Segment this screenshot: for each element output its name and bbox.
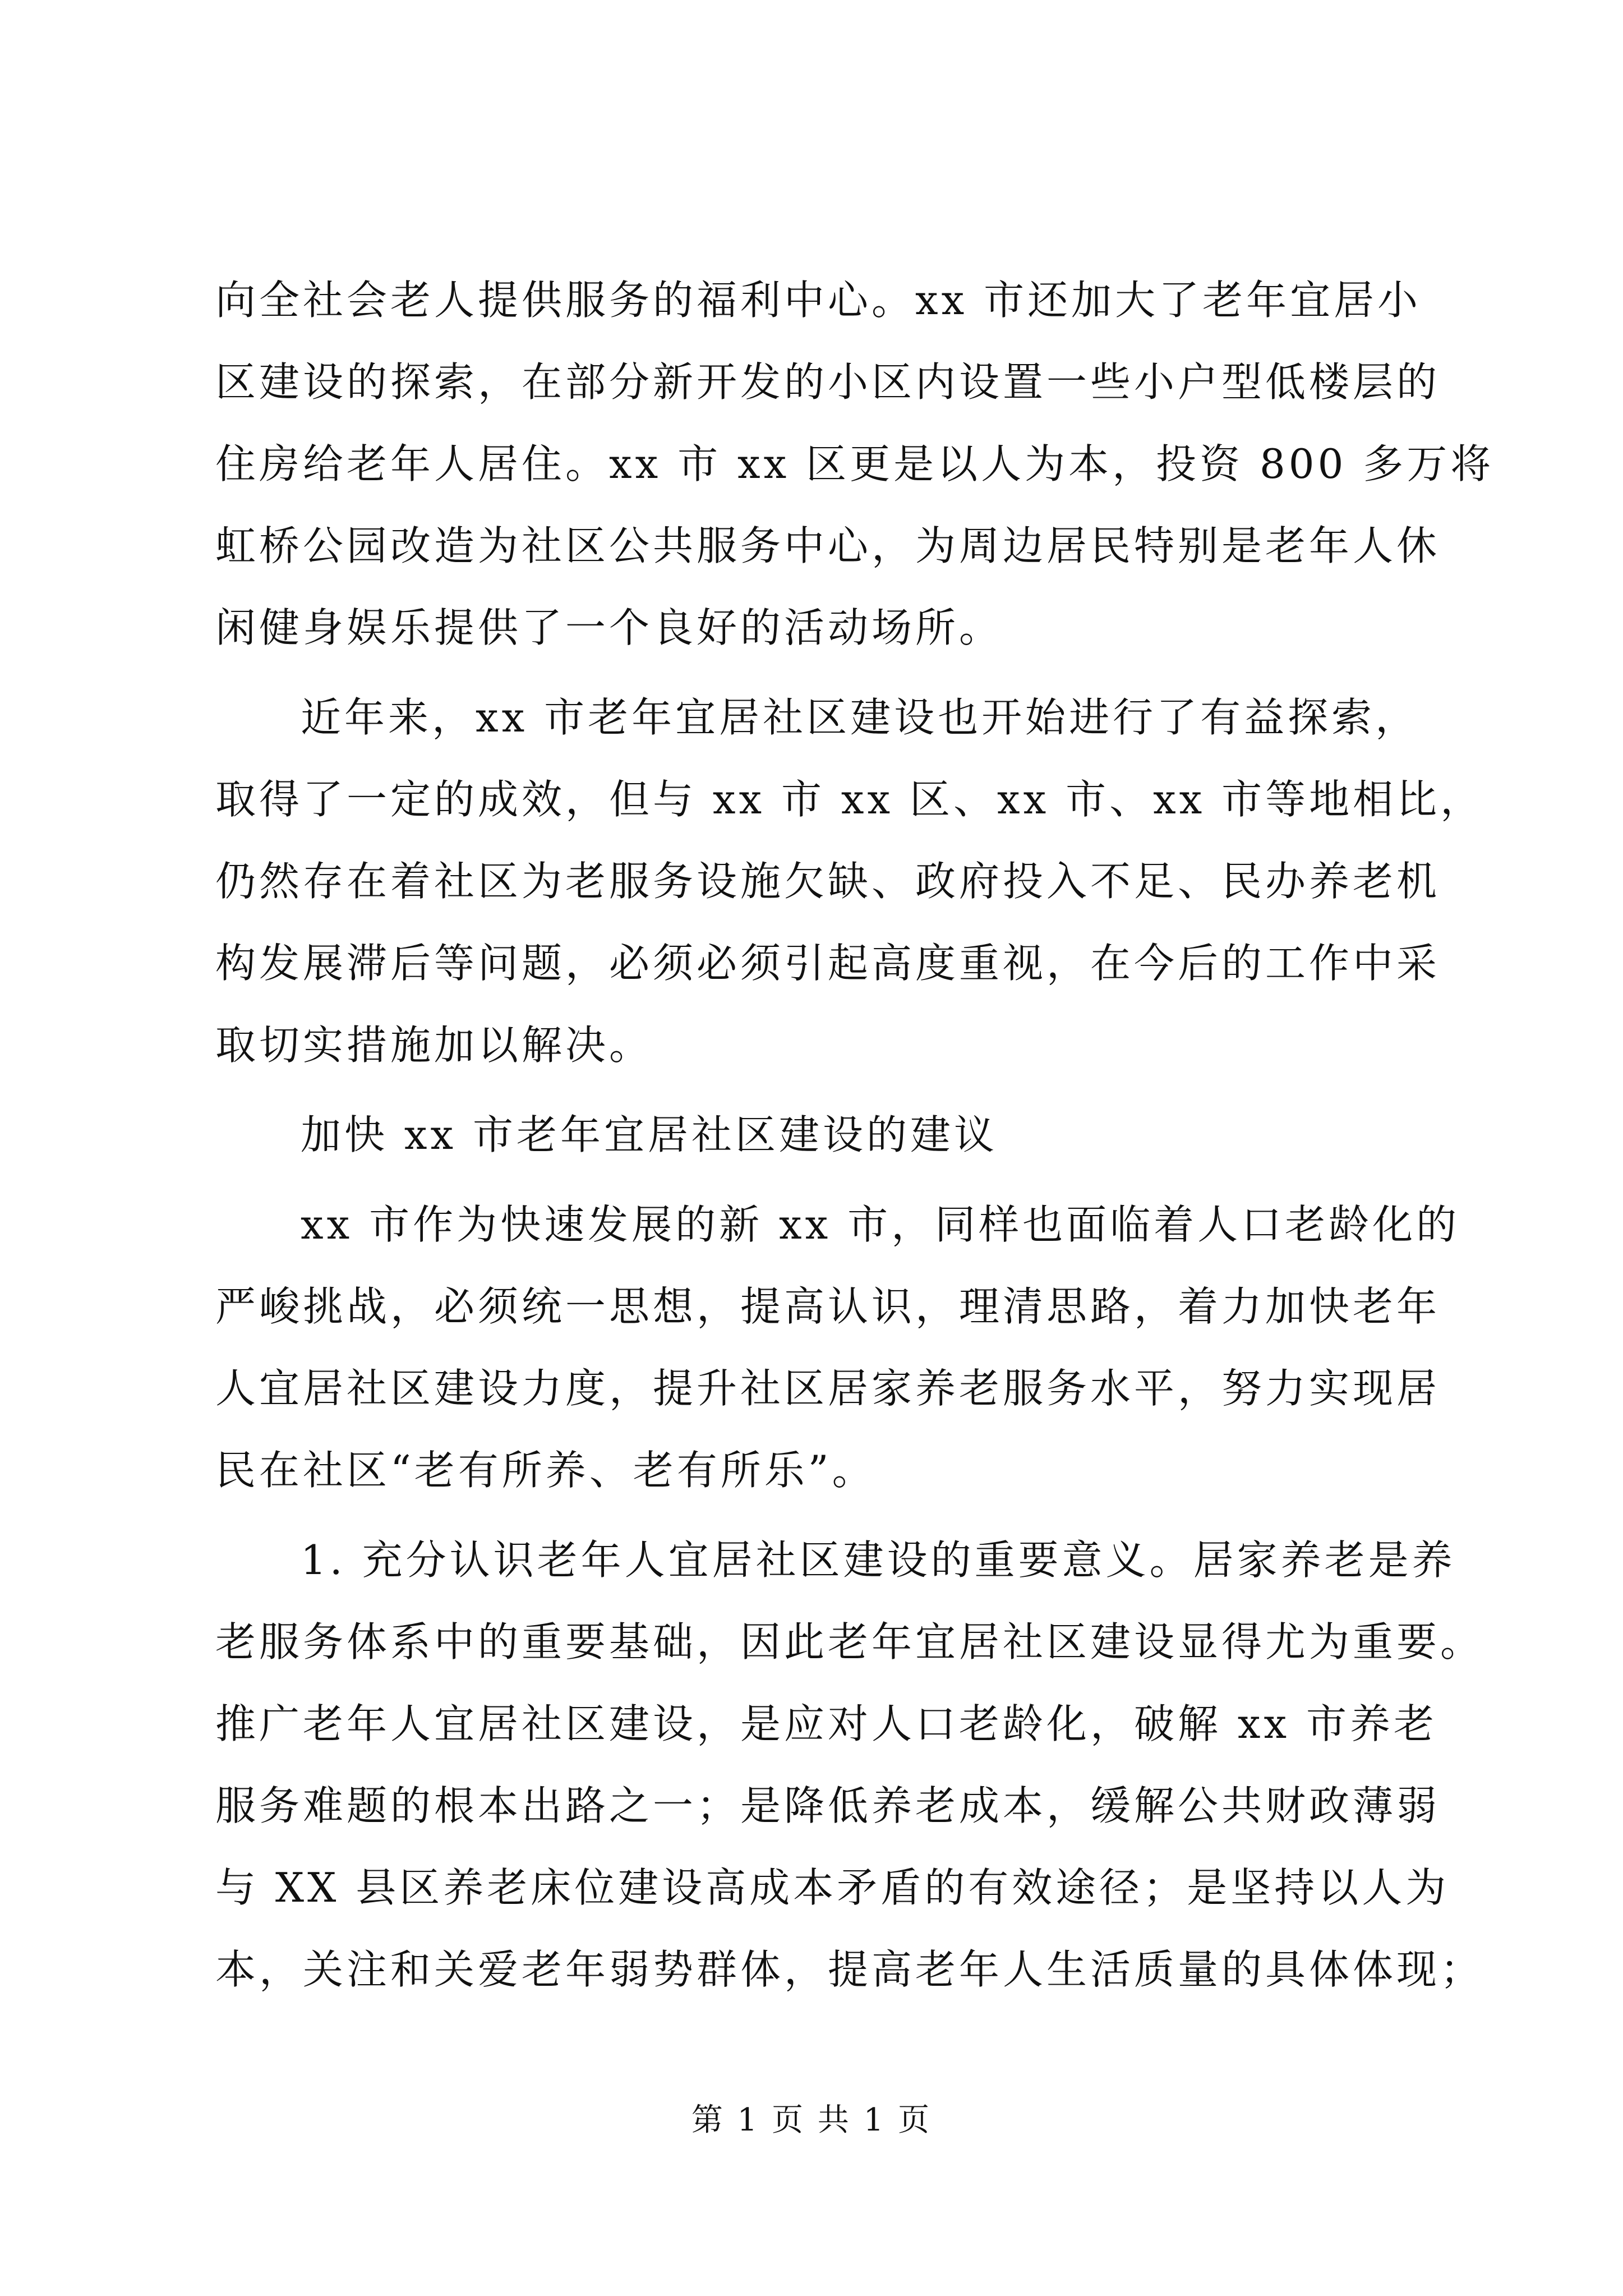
text-line: 区建设的探索，在部分新开发的小区内设置一些小户型低楼层的 <box>215 358 1441 406</box>
text-line: 构发展滞后等问题，必须必须引起高度重视，在今后的工作中采 <box>215 940 1441 987</box>
text-line: 虹桥公园改造为社区公共服务中心，为周边居民特别是老年人休 <box>215 522 1441 569</box>
document-body <box>215 259 1495 2010</box>
text-line: 近年来，xx 市老年宜居社区建设也开始进行了有益探索， <box>301 694 1419 741</box>
text-line: 与 XX 县区养老床位建设高成本矛盾的有效途径；是坚持以人为 <box>215 1864 1450 1911</box>
page-footer: 第 1 页 共 1 页 <box>691 2102 932 2138</box>
text-line: 民在社区“老有所养、老有所乐”。 <box>215 1447 876 1494</box>
text-line: 取切实措施加以解决。 <box>215 1022 653 1069</box>
text-line: 服务难题的根本出路之一；是降低养老成本，缓解公共财政薄弱 <box>215 1782 1441 1829</box>
text-line: 本，关注和关爱老年弱势群体，提高老年人生活质量的具体体现； <box>215 1946 1484 1993</box>
text-line: xx 市作为快速发展的新 xx 市，同样也面临着人口老龄化的 <box>301 1201 1460 1248</box>
text-line: 闲健身娱乐提供了一个良好的活动场所。 <box>215 604 1003 651</box>
text-line: 老服务体系中的重要基础，因此老年宜居社区建设显得尤为重要。 <box>215 1618 1484 1665</box>
text-line: 仍然存在着社区为老服务设施欠缺、政府投入不足、民办养老机 <box>215 858 1441 905</box>
text-line: 严峻挑战，必须统一思想，提高认识，理清思路，着力加快老年 <box>215 1283 1441 1330</box>
text-line: 向全社会老人提供服务的福利中心。xx 市还加大了老年宜居小 <box>215 277 1422 324</box>
text-line: 取得了一定的成效，但与 xx 市 xx 区、xx 市、xx 市等地相比， <box>215 776 1484 823</box>
text-line: 人宜居社区建设力度，提升社区居家养老服务水平，努力实现居 <box>215 1365 1441 1412</box>
section-heading: 加快 xx 市老年宜居社区建设的建议 <box>301 1111 998 1158</box>
text-line: 1. 充分认识老年人宜居社区建设的重要意义。居家养老是养 <box>301 1536 1456 1584</box>
text-line: 推广老年人宜居社区建设，是应对人口老龄化，破解 xx 市养老 <box>215 1700 1437 1747</box>
text-line: 住房给老年人居住。xx 市 xx 区更是以人为本，投资 800 多万将 <box>215 440 1495 487</box>
